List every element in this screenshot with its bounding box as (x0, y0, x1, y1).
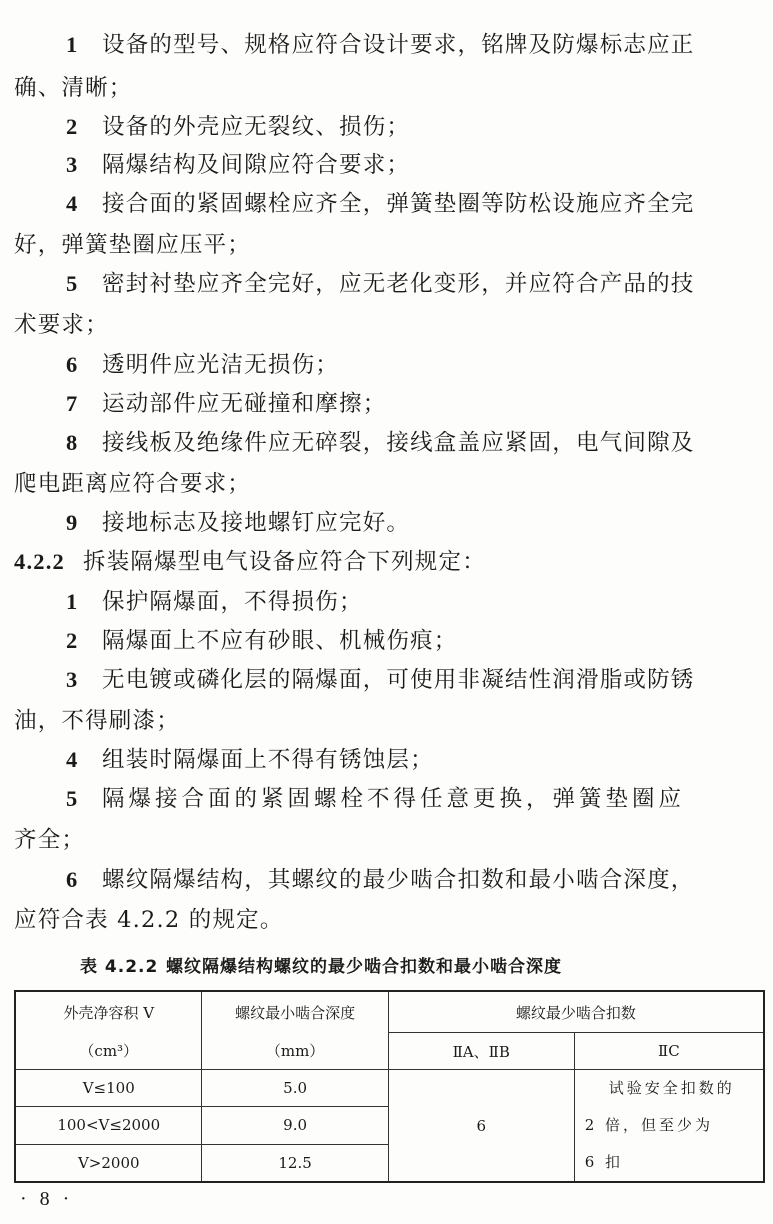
s422-item-5: 5 隔爆接合面的紧固螺栓不得任意更换，弹簧垫圈应 (66, 786, 686, 812)
cell-depth: 9.0 (202, 1107, 388, 1144)
item-4-cont: 好，弹簧垫圈应压平； (14, 232, 252, 258)
s422-item-6-cont: 应符合表 4.2.2 的规定。 (14, 907, 284, 933)
item-1-cont: 确、清晰； (14, 75, 133, 101)
thread-engagement-table (14, 990, 765, 1183)
section-4-2-2-heading: 4.2.2 拆装隔爆型电气设备应符合下列规定： (14, 549, 486, 575)
item-8: 8 接线板及绝缘件应无碎裂，接线盒盖应紧固，电气间隙及 (66, 430, 695, 456)
header-volume-unit: （cm³） (15, 1033, 202, 1070)
s422-item-3-cont: 油，不得刷漆； (14, 708, 180, 734)
s422-item-2: 2 隔爆面上不应有砂眼、机械伤痕； (66, 628, 458, 654)
header-iic: ⅡC (574, 1033, 764, 1070)
header-iia-iib: ⅡA、ⅡB (388, 1033, 574, 1070)
cell-iia-iib-value: 6 (388, 1070, 574, 1183)
header-volume: 外壳净容积 V (15, 991, 202, 1033)
s422-item-3: 3 无电镀或磷化层的隔爆面，可使用非凝结性润滑脂或防锈 (66, 667, 695, 693)
item-7: 7 运动部件应无碰撞和摩擦； (66, 391, 387, 417)
item-9: 9 接地标志及接地螺钉应完好。 (66, 510, 411, 536)
item-2: 2 设备的外壳应无裂纹、损伤； (66, 114, 411, 140)
item-6: 6 透明件应光洁无损伤； (66, 352, 340, 378)
cell-depth: 12.5 (202, 1144, 388, 1182)
table-row (15, 1070, 764, 1107)
item-8-cont: 爬电距离应符合要求； (14, 471, 252, 497)
page-number: · 8 · (20, 1188, 74, 1210)
cell-volume: V≤100 (15, 1070, 202, 1107)
s422-item-4: 4 组装时隔爆面上不得有锈蚀层； (66, 747, 434, 773)
cell-iic-note: 试验安全扣数的 2 倍，但至少为 6 扣 (574, 1070, 764, 1183)
cell-volume: 100<V≤2000 (15, 1107, 202, 1144)
item-4: 4 接合面的紧固螺栓应齐全，弹簧垫圈等防松设施应齐全完 (66, 191, 695, 217)
header-depth: 螺纹最小啮合深度 (202, 991, 388, 1033)
s422-item-1: 1 保护隔爆面，不得损伤； (66, 589, 363, 615)
cell-depth: 5.0 (202, 1070, 388, 1107)
header-depth-unit: （mm） (202, 1033, 388, 1070)
header-min-threads: 螺纹最少啮合扣数 (388, 991, 764, 1033)
s422-item-5-cont: 齐全； (14, 827, 86, 853)
item-5-cont: 术要求； (14, 312, 109, 338)
item-5: 5 密封衬垫应齐全完好，应无老化变形，并应符合产品的技 (66, 271, 695, 297)
item-3: 3 隔爆结构及间隙应符合要求； (66, 152, 411, 178)
table-caption: 表 4.2.2 螺纹隔爆结构螺纹的最少啮合扣数和最小啮合深度 (80, 957, 562, 977)
s422-item-6: 6 螺纹隔爆结构，其螺纹的最少啮合扣数和最小啮合深度， (66, 867, 695, 893)
item-1: 1 设备的型号、规格应符合设计要求，铭牌及防爆标志应正 (66, 32, 695, 58)
cell-volume: V>2000 (15, 1144, 202, 1182)
